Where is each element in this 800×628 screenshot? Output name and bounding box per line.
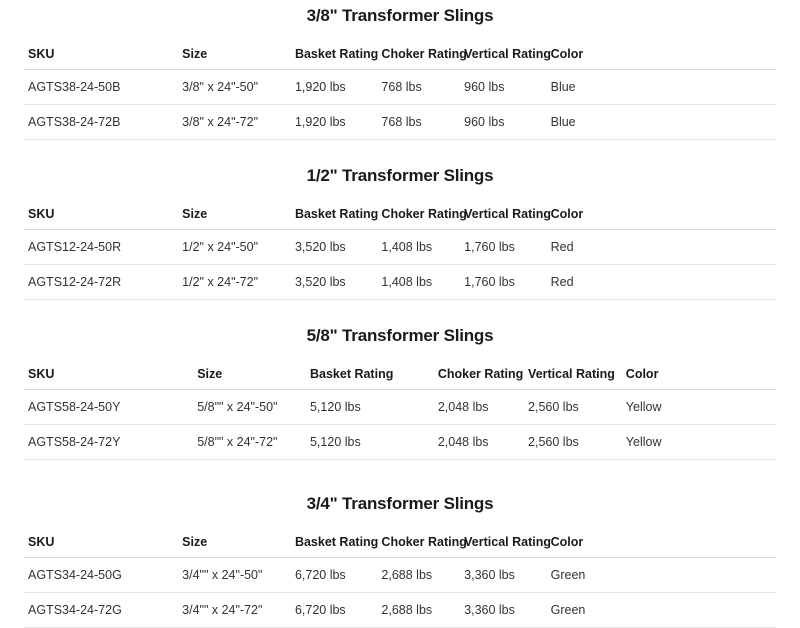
cell-basket-rating: 1,920 lbs: [291, 105, 377, 140]
column-header-color: Color: [547, 528, 776, 558]
cell-choker-rating: 768 lbs: [377, 70, 460, 105]
cell-basket-rating: 5,120 lbs: [306, 390, 434, 425]
section-spacer: [24, 464, 776, 494]
cell-size: 3/8" x 24"-72": [178, 105, 291, 140]
column-header-sku: SKU: [24, 528, 178, 558]
column-header-color: Color: [622, 360, 776, 390]
column-header-sku: SKU: [24, 200, 178, 230]
cell-choker-rating: 1,408 lbs: [377, 230, 460, 265]
cell-sku: AGTS38-24-50B: [24, 70, 178, 105]
section-spacer: [24, 144, 776, 166]
cell-color: Yellow: [622, 425, 776, 460]
table-header-row: [24, 40, 776, 70]
column-header-size: Size: [193, 360, 306, 390]
section-title: 1/2" Transformer Slings: [306, 166, 494, 185]
cell-size: 1/2" x 24"-50": [178, 230, 291, 265]
column-header-size: Size: [178, 40, 291, 70]
column-header-vertical-rating: Vertical Rating: [460, 528, 546, 558]
cell-sku: AGTS58-24-50Y: [24, 390, 193, 425]
section-transformer-slings-38: [24, 6, 776, 140]
column-header-basket-rating: Basket Rating: [306, 360, 434, 390]
spec-table: [24, 200, 776, 300]
cell-choker-rating: 2,688 lbs: [377, 593, 460, 628]
cell-vertical-rating: 3,360 lbs: [460, 558, 546, 593]
table-header-row: [24, 200, 776, 230]
cell-vertical-rating: 960 lbs: [460, 105, 546, 140]
table-row: [24, 558, 776, 593]
section-transformer-slings-58: [24, 326, 776, 460]
cell-sku: AGTS38-24-72B: [24, 105, 178, 140]
section-spacer: [24, 304, 776, 326]
column-header-color: Color: [547, 40, 776, 70]
column-header-basket-rating: Basket Rating: [291, 528, 377, 558]
column-header-basket-rating: Basket Rating: [291, 200, 377, 230]
cell-sku: AGTS34-24-72G: [24, 593, 178, 628]
column-header-size: Size: [178, 528, 291, 558]
table-header-row: [24, 528, 776, 558]
column-header-basket-rating: Basket Rating: [291, 40, 377, 70]
cell-vertical-rating: 1,760 lbs: [460, 230, 546, 265]
spec-table: [24, 360, 776, 460]
cell-vertical-rating: 1,760 lbs: [460, 265, 546, 300]
column-header-vertical-rating: Vertical Rating: [460, 40, 546, 70]
column-header-size: Size: [178, 200, 291, 230]
cell-color: Green: [547, 593, 776, 628]
column-header-sku: SKU: [24, 40, 178, 70]
cell-vertical-rating: 2,560 lbs: [524, 390, 622, 425]
section-title: 3/8" Transformer Slings: [306, 6, 494, 25]
cell-sku: AGTS12-24-50R: [24, 230, 178, 265]
cell-color: Red: [547, 265, 776, 300]
cell-choker-rating: 2,048 lbs: [434, 390, 524, 425]
cell-basket-rating: 5,120 lbs: [306, 425, 434, 460]
title-spacer: [24, 514, 776, 528]
cell-size: 1/2" x 24"-72": [178, 265, 291, 300]
cell-sku: AGTS58-24-72Y: [24, 425, 193, 460]
cell-basket-rating: 1,920 lbs: [291, 70, 377, 105]
column-header-vertical-rating: Vertical Rating: [460, 200, 546, 230]
cell-size: 3/4"" x 24"-50": [178, 558, 291, 593]
cell-choker-rating: 1,408 lbs: [377, 265, 460, 300]
column-header-color: Color: [547, 200, 776, 230]
cell-color: Yellow: [622, 390, 776, 425]
title-spacer: [24, 26, 776, 40]
table-row: [24, 390, 776, 425]
cell-basket-rating: 6,720 lbs: [291, 558, 377, 593]
column-header-choker-rating: Choker Rating: [377, 528, 460, 558]
column-header-sku: SKU: [24, 360, 193, 390]
table-row: [24, 230, 776, 265]
cell-sku: AGTS34-24-50G: [24, 558, 178, 593]
table-row: [24, 265, 776, 300]
cell-size: 3/4"" x 24"-72": [178, 593, 291, 628]
column-header-choker-rating: Choker Rating: [377, 200, 460, 230]
cell-basket-rating: 3,520 lbs: [291, 230, 377, 265]
column-header-choker-rating: Choker Rating: [434, 360, 524, 390]
section-title: 3/4" Transformer Slings: [306, 494, 494, 513]
title-spacer: [24, 346, 776, 360]
cell-color: Red: [547, 230, 776, 265]
cell-size: 5/8"" x 24"-50": [193, 390, 306, 425]
table-row: [24, 105, 776, 140]
spec-table: [24, 40, 776, 140]
cell-vertical-rating: 2,560 lbs: [524, 425, 622, 460]
cell-sku: AGTS12-24-72R: [24, 265, 178, 300]
cell-vertical-rating: 3,360 lbs: [460, 593, 546, 628]
cell-vertical-rating: 960 lbs: [460, 70, 546, 105]
cell-basket-rating: 6,720 lbs: [291, 593, 377, 628]
column-header-choker-rating: Choker Rating: [377, 40, 460, 70]
cell-color: Green: [547, 558, 776, 593]
table-header-row: [24, 360, 776, 390]
cell-size: 5/8"" x 24"-72": [193, 425, 306, 460]
cell-size: 3/8" x 24"-50": [178, 70, 291, 105]
table-row: [24, 425, 776, 460]
section-transformer-slings-12: [24, 166, 776, 300]
table-row: [24, 593, 776, 628]
title-spacer: [24, 186, 776, 200]
cell-choker-rating: 2,688 lbs: [377, 558, 460, 593]
cell-choker-rating: 768 lbs: [377, 105, 460, 140]
cell-choker-rating: 2,048 lbs: [434, 425, 524, 460]
cell-basket-rating: 3,520 lbs: [291, 265, 377, 300]
column-header-vertical-rating: Vertical Rating: [524, 360, 622, 390]
cell-color: Blue: [547, 70, 776, 105]
section-title: 5/8" Transformer Slings: [306, 326, 494, 345]
table-row: [24, 70, 776, 105]
cell-color: Blue: [547, 105, 776, 140]
spec-table: [24, 528, 776, 628]
